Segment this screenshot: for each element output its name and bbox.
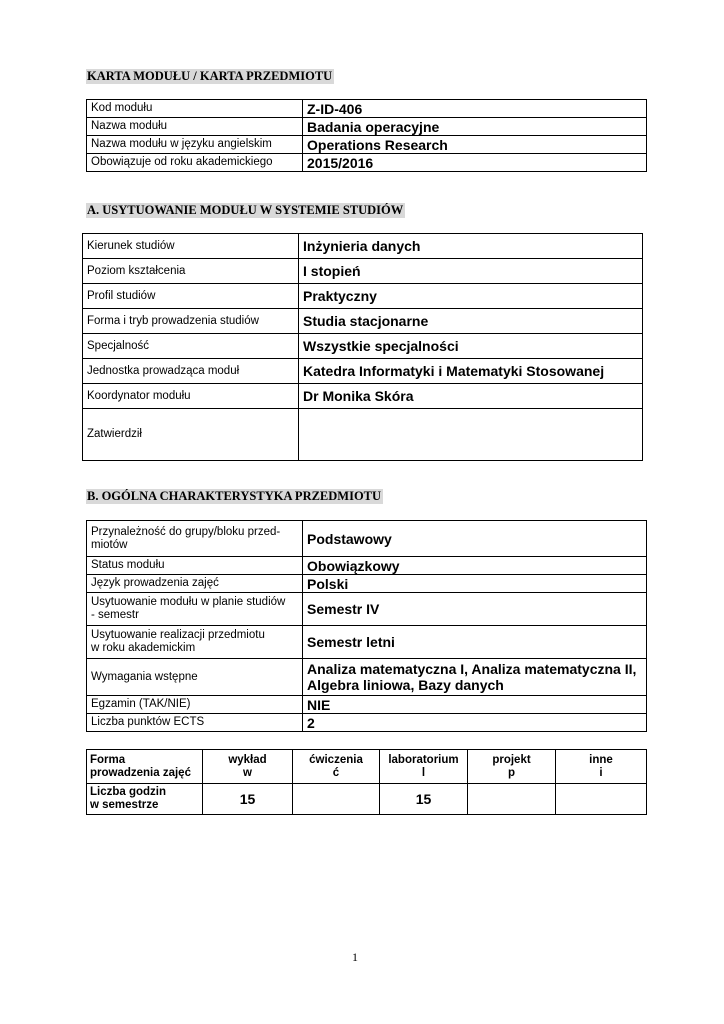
field-value: Semestr IV [303, 593, 647, 626]
field-label: Język prowadzenia zajęć [87, 575, 303, 593]
field-value: 2015/2016 [303, 154, 647, 172]
table-header-row [87, 750, 647, 784]
field-label: Usytuowanie realizacji przedmiotu w roku akademickim [87, 626, 303, 659]
table-row [83, 259, 643, 284]
section-a-table [82, 233, 643, 461]
page-number: 1 [352, 950, 358, 964]
table-row [87, 626, 647, 659]
module-info-table [86, 99, 647, 172]
table-row [87, 136, 647, 154]
table-row [87, 593, 647, 626]
header-cell: projekt p [468, 750, 556, 784]
field-label: Poziom kształcenia [83, 259, 299, 284]
section-b-table [86, 520, 647, 732]
field-value: Wszystkie specjalności [299, 334, 643, 359]
field-value: Inżynieria danych [299, 234, 643, 259]
field-value: Katedra Informatyki i Matematyki Stosowanej [299, 359, 643, 384]
field-value: Analiza matematyczna I, Analiza matematyczna II, Algebra liniowa, Bazy danych [303, 659, 647, 696]
row-label: Liczba godzin w semestrze [87, 784, 203, 815]
table-row [87, 557, 647, 575]
header-cell: inne i [556, 750, 647, 784]
table-row [87, 696, 647, 714]
table-row [87, 100, 647, 118]
field-value: Praktyczny [299, 284, 643, 309]
table-row [87, 714, 647, 732]
field-value: Operations Research [303, 136, 647, 154]
field-value: Polski [303, 575, 647, 593]
field-value: I stopień [299, 259, 643, 284]
field-label: Profil studiów [83, 284, 299, 309]
table-row [87, 118, 647, 136]
field-label: Koordynator modułu [83, 384, 299, 409]
field-value: Z-ID-406 [303, 100, 647, 118]
field-value: Dr Monika Skóra [299, 384, 643, 409]
field-label: Zatwierdził [83, 409, 299, 461]
table-row [83, 409, 643, 461]
table-row [87, 784, 647, 815]
field-value: 2 [303, 714, 647, 732]
header-cell: laboratorium l [380, 750, 468, 784]
header-cell: wykład w [203, 750, 293, 784]
field-label: Egzamin (TAK/NIE) [87, 696, 303, 714]
card-title: KARTA MODUŁU / KARTA PRZEDMIOTU [87, 69, 333, 83]
table-row [87, 154, 647, 172]
field-label: Kierunek studiów [83, 234, 299, 259]
field-label: Kod modułu [87, 100, 303, 118]
hours-cell [468, 784, 556, 815]
table-row [83, 384, 643, 409]
field-value: Obowiązkowy [303, 557, 647, 575]
field-label: Nazwa modułu w języku angielskim [87, 136, 303, 154]
table-row [83, 309, 643, 334]
field-value: Semestr letni [303, 626, 647, 659]
hours-cell [556, 784, 647, 815]
field-value: NIE [303, 696, 647, 714]
field-value: Podstawowy [303, 521, 647, 557]
hours-cell: 15 [380, 784, 468, 815]
hours-table [86, 749, 647, 815]
field-value: Studia stacjonarne [299, 309, 643, 334]
hours-cell [293, 784, 380, 815]
field-label: Liczba punktów ECTS [87, 714, 303, 732]
field-label: Forma i tryb prowadzenia studiów [83, 309, 299, 334]
section-a-title: A. USYTUOWANIE MODUŁU W SYSTEMIE STUDIÓW [87, 203, 404, 217]
field-label: Specjalność [83, 334, 299, 359]
table-row [87, 575, 647, 593]
table-row [87, 659, 647, 696]
header-cell: Forma prowadzenia zajęć [87, 750, 203, 784]
field-label: Wymagania wstępne [87, 659, 303, 696]
field-label: Status modułu [87, 557, 303, 575]
field-value: Badania operacyjne [303, 118, 647, 136]
field-label: Przynależność do grupy/bloku przed- miotów [87, 521, 303, 557]
field-label: Nazwa modułu [87, 118, 303, 136]
field-label: Usytuowanie modułu w planie studiów - semestr [87, 593, 303, 626]
approval-field [299, 409, 643, 461]
table-row [83, 284, 643, 309]
table-row [83, 334, 643, 359]
table-row [83, 359, 643, 384]
header-cell: ćwiczenia ć [293, 750, 380, 784]
table-row [83, 234, 643, 259]
hours-cell: 15 [203, 784, 293, 815]
section-b-title: B. OGÓLNA CHARAKTERYSTYKA PRZEDMIOTU [87, 489, 382, 503]
field-label: Obowiązuje od roku akademickiego [87, 154, 303, 172]
table-row [87, 521, 647, 557]
field-label: Jednostka prowadząca moduł [83, 359, 299, 384]
